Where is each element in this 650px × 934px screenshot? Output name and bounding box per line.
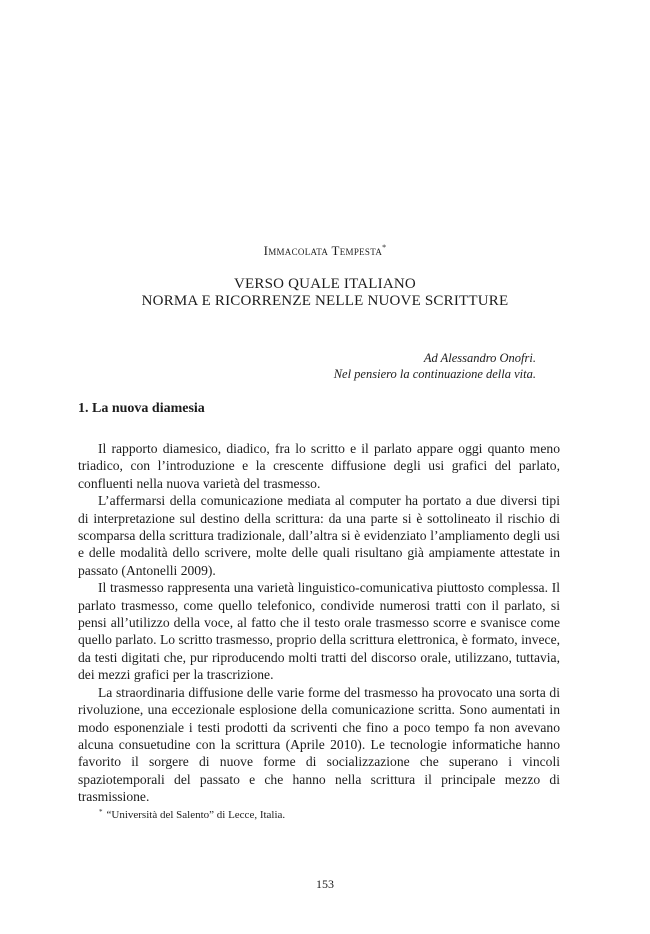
paragraph: Il trasmesso rappresenta una varietà linguistico-comunicativa piuttosto complessa. Il parlato trasmesso, come quello telefonico, condivide numerosi tratti con il parlato, si pensi all’utilizzo della voce, al fatto che il testo orale trasmesso scorre e svanisce come quello parlato. Lo scritto trasmesso, proprio della scrittura elettronica, è formato, invece, da testi digitati che, pur riproducendo molti tratti del discorso orale, utilizzano, tuttavia, dei mezzi grafici per la trascrizione. [78,580,560,683]
title-line-2: NORMA E RICORRENZE NELLE NUOVE SCRITTURE [141,293,509,309]
author-name [0,243,650,259]
title-line-1: VERSO QUALE ITALIANO [234,276,416,292]
author-name-text: Immacolata Tempesta [263,243,383,258]
author-footnote-mark: * [382,243,387,252]
dedication [334,350,536,382]
article-title [0,276,650,310]
dedication-line-1: Ad Alessandro Onofri. [423,351,536,365]
body-text [78,440,560,806]
footnote-text: “Università del Salento” di Lecce, Italia. [106,809,286,821]
dedication-line-2: Nel pensiero la continuazione della vita. [333,367,536,381]
page-number: 153 [316,877,334,891]
paragraph: La straordinaria diffusione delle varie forme del trasmesso ha provocato una sorta di rivoluzione, una eccezionale esplosione della comunicazione scritta. Sono aumentati in modo esponenziale i testi prodotti da scriventi che fino a poco tempo fa non avevano alcuna consuetudine con la scrittura (Aprile 2010). Le tecnologie informatiche hanno favorito il sorgere di nuove forme di socializzazione che superano i vincoli spaziotemporali del passato e che hanno nella scrittura il principale mezzo di trasmissione. [78,684,560,805]
section-heading: 1. La nuova diamesia [78,401,205,416]
paragraph: Il rapporto diamesico, diadico, fra lo scritto e il parlato appare oggi quanto meno triadico, con l’introduzione e la crescente diffusione degli usi grafici del parlato, confluenti nella nuova varietà del trasmesso. [78,441,560,491]
footnote-mark: * [99,808,103,816]
paragraph: L’affermarsi della comunicazione mediata al computer ha portato a due diversi tipi di interpretazione sul destino della scrittura: da una parte si è sottolineato il rischio di scomparsa della scrittura tradizionale, dall’altra si è evidenziato l’ampliamento degli usi e delle modalità dello scrivere, molte delle quali risultano già ampiamente attestate in passato (Antonelli 2009). [78,493,560,578]
footnote [99,808,285,821]
